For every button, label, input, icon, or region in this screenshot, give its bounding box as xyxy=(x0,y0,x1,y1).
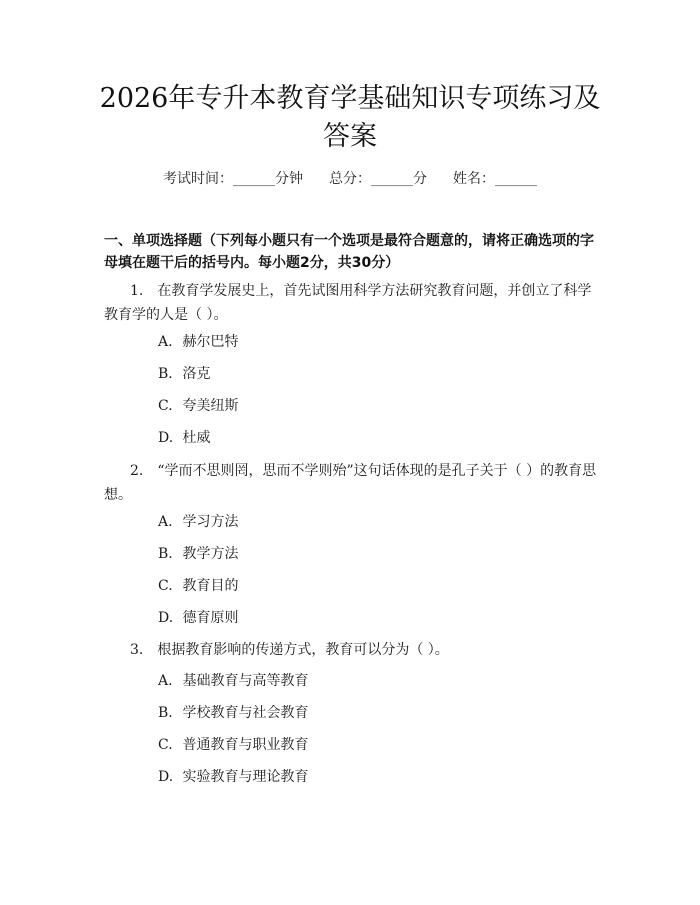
option-label: C. xyxy=(158,578,173,594)
option-label: D. xyxy=(158,430,174,446)
option-text: 普通教育与职业教育 xyxy=(182,737,309,753)
option-text: 洛克 xyxy=(182,366,211,382)
question-number: 3. xyxy=(130,642,144,658)
option-label: D. xyxy=(158,769,174,785)
option-label: C. xyxy=(158,737,173,753)
option-text: 夸美纽斯 xyxy=(182,398,239,414)
option-text: 实验教育与理论教育 xyxy=(182,769,309,785)
option xyxy=(158,703,308,723)
option-label: B. xyxy=(158,705,173,721)
option-label: C. xyxy=(158,398,173,414)
name-field: 姓名：______ xyxy=(453,171,537,187)
option xyxy=(158,396,238,416)
option xyxy=(158,608,238,628)
option-text: 教学方法 xyxy=(182,546,239,562)
option xyxy=(158,512,238,532)
option xyxy=(158,428,210,448)
option-text: 教育目的 xyxy=(182,578,239,594)
option-label: A. xyxy=(158,514,173,530)
option-label: A. xyxy=(158,334,173,350)
option-text: 学校教育与社会教育 xyxy=(182,705,309,721)
option xyxy=(158,544,238,564)
option-text: 赫尔巴特 xyxy=(182,334,239,350)
section-heading: 一、单项选择题（下列每小题只有一个选项是最符合题意的，请将正确选项的字母填在题干后的括号内。每小题2分，共30分） xyxy=(104,233,594,271)
question-1 xyxy=(104,279,600,327)
option xyxy=(158,576,238,596)
question-stem: “学而不思则罔，思而不学则殆”这句话体现的是孔子关于（ ）的教育思想。 xyxy=(104,463,597,503)
option-text: 杜威 xyxy=(182,430,211,446)
option-label: A. xyxy=(158,673,173,689)
option xyxy=(158,767,308,787)
option-label: D. xyxy=(158,610,174,626)
option xyxy=(158,364,210,384)
option-label: B. xyxy=(158,366,173,382)
question-stem: 根据教育影响的传递方式，教育可以分为（ ）。 xyxy=(157,642,449,658)
question-2 xyxy=(104,459,600,507)
question-3 xyxy=(104,638,600,662)
question-stem: 在教育学发展史上，首先试图用科学方法研究教育问题，并创立了科学教育学的人是（ ）。 xyxy=(104,283,592,323)
option xyxy=(158,735,308,755)
option-text: 学习方法 xyxy=(182,514,239,530)
exam-meta xyxy=(0,168,700,188)
option-label: B. xyxy=(158,546,173,562)
option-text: 德育原则 xyxy=(182,610,239,626)
question-number: 1. xyxy=(130,283,144,299)
option-text: 基础教育与高等教育 xyxy=(182,673,309,689)
question-number: 2. xyxy=(130,463,144,479)
page-title: 2026年专升本教育学基础知识专项练习及答案 xyxy=(99,83,601,152)
total-score-field: 总分：______分 xyxy=(329,171,427,187)
option xyxy=(158,332,238,352)
exam-time-field: 考试时间：______分钟 xyxy=(163,171,303,187)
option xyxy=(158,671,308,691)
